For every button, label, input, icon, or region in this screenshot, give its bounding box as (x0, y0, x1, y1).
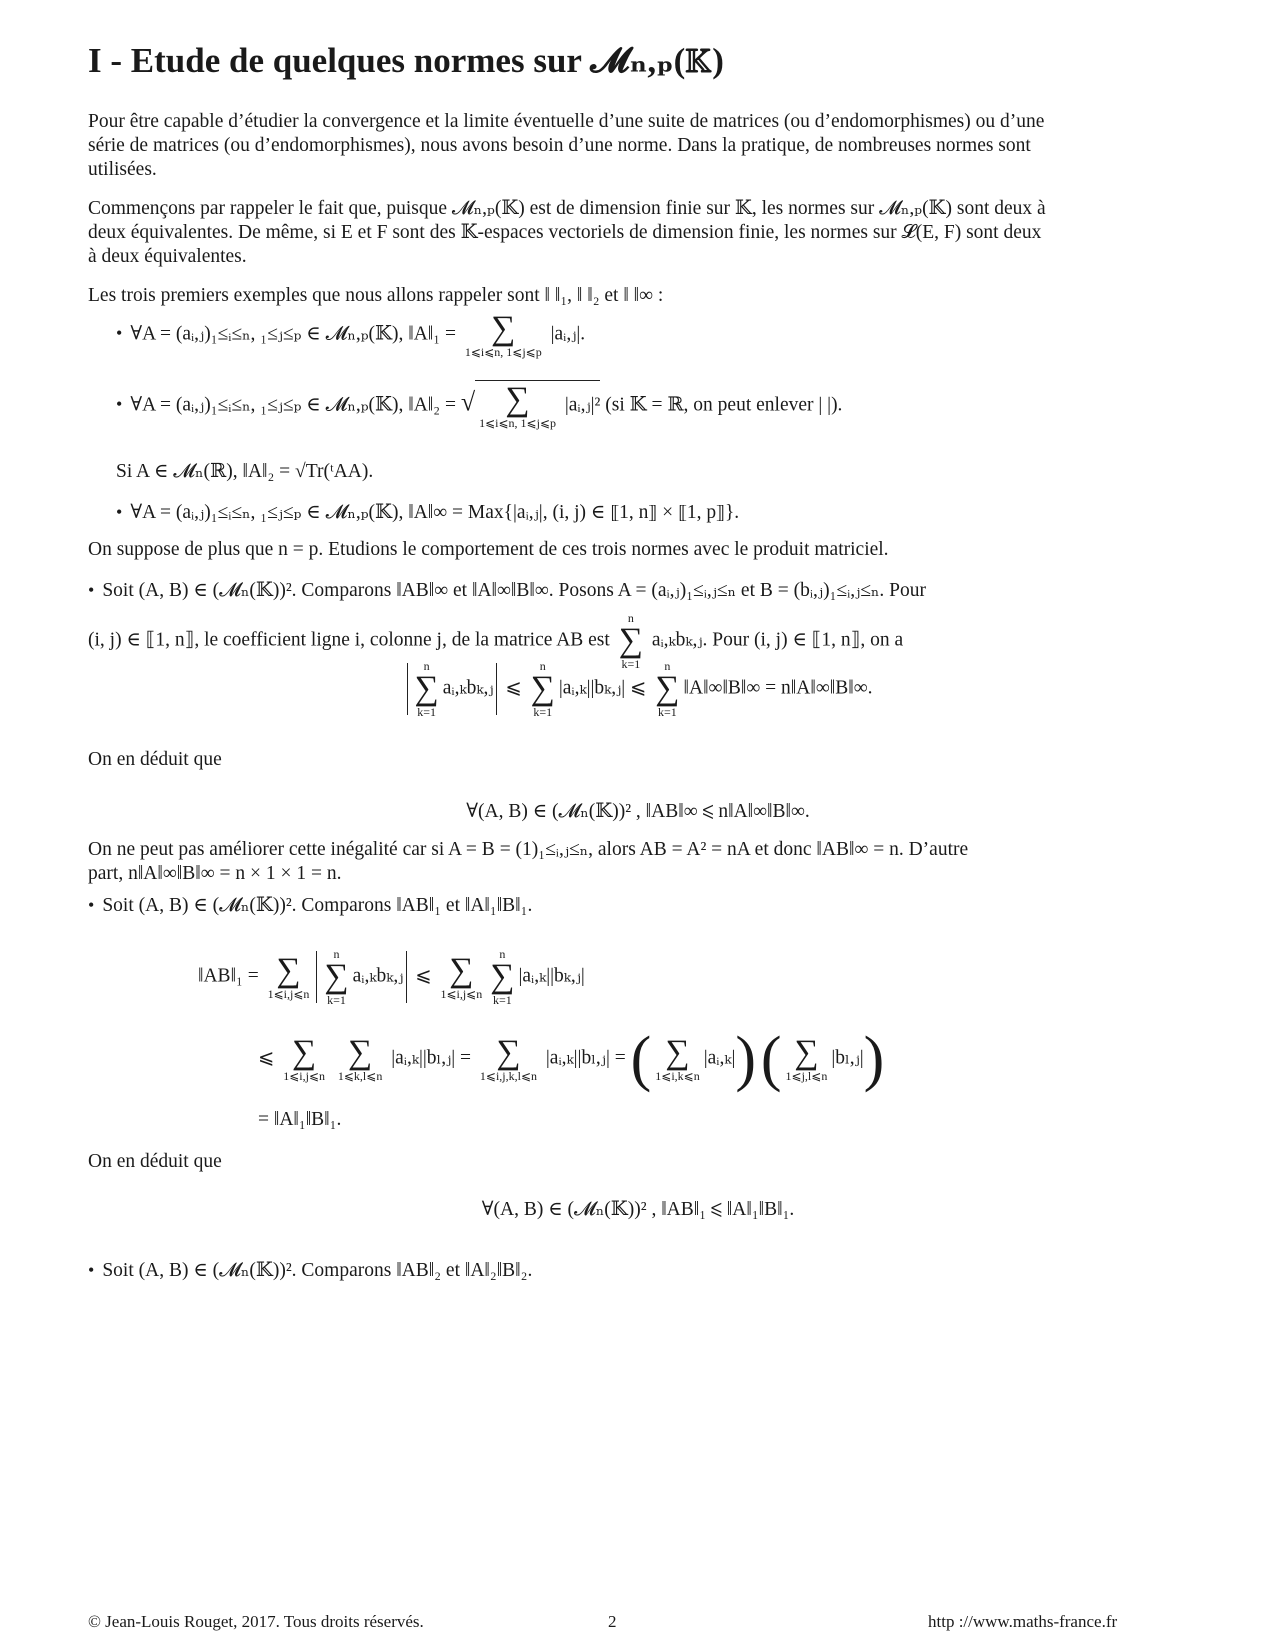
sum-operator: ∑ 1⩽i⩽n, 1⩽j⩽p (479, 381, 556, 430)
inf-sharp-line-1: On ne peut pas améliorer cette inégalité car si A = B = (1)₁≤ᵢ,ⱼ≤ₙ, alors AB = A² = nA et donc ‖AB‖∞ = n. D’autre (88, 839, 969, 860)
suppose-n-equals-p: On suppose de plus que n = p. Etudions le comportement de ces trois normes avec le produit matriciel. (88, 539, 889, 560)
inf-bound-display: n ∑ k=1 aᵢ,ₖbₖ,ⱼ ⩽ n ∑ k=1 |aᵢ,ₖ||bₖ,ⱼ| ⩽ n ∑ k=1 ‖A‖∞‖B‖∞ = n‖A‖∞‖B‖∞. (88, 660, 1188, 718)
one-result: ∀(A, B) ∈ (𝓜ₙ(𝕂))² , ‖AB‖₁ ⩽ ‖A‖₁‖B‖₁. (481, 1199, 795, 1220)
equiv-line-2: deux équivalentes. De même, si E et F sont des 𝕂-espaces vectoriels de dimension finie, les normes sur 𝓛(E, F) sont deux (88, 222, 1042, 243)
intro-line-1: Pour être capable d’étudier la convergence et la limite éventuelle d’une suite de matrices (ou d’endomorphismes) ou d’une (88, 111, 1045, 132)
bullet-icon: • (88, 580, 95, 600)
footer-copyright: © Jean-Louis Rouget, 2017. Tous droits réservés. (88, 1612, 424, 1631)
one-row-2: ⩽ ∑ 1⩽i,j⩽n ∑ 1⩽k,l⩽n |aᵢ,ₖ||bₗ,ⱼ| = ∑ 1⩽i,j,k,l⩽n |aᵢ,ₖ||bₗ,ⱼ| = ( ∑ 1⩽i,k⩽n |aᵢ,ₖ|) ( ∑ 1⩽j,l⩽n |bₗ,ⱼ|) (258, 1025, 885, 1093)
bullet-icon: • (88, 895, 95, 915)
norm1-definition: • ∀A = (aᵢ,ⱼ)₁≤ᵢ≤ₙ, ₁≤ⱼ≤ₚ ∈ 𝓜ₙ,ₚ(𝕂), ‖A‖₁ = ∑ 1⩽i⩽n, 1⩽j⩽p |aᵢ,ⱼ|. (116, 310, 586, 359)
bullet-icon: • (116, 394, 123, 415)
equiv-line-1: Commençons par rappeler le fait que, puisque 𝓜ₙ,ₚ(𝕂) est de dimension finie sur 𝕂, les normes sur 𝓜ₙ,ₚ(𝕂) sont deux à (88, 198, 1046, 219)
two-section-line-1: • Soit (A, B) ∈ (𝓜ₙ(𝕂))². Comparons ‖AB‖₂ et ‖A‖₂‖B‖₂. (88, 1260, 533, 1281)
footer-page-number: 2 (608, 1612, 617, 1631)
bullet-icon: • (116, 502, 123, 522)
three-norms-intro: Les trois premiers exemples que nous allons rappeler sont ‖ ‖₁, ‖ ‖₂ et ‖ ‖∞ : (88, 285, 664, 306)
inf-section-line-2: (i, j) ∈ ⟦1, n⟧, le coefficient ligne i, colonne j, de la matrice AB est n ∑ k=1 aᵢ,ₖbₖ,ⱼ. Pour (i, j) ∈ ⟦1, n⟧, on a (88, 611, 904, 671)
norm2-trace-formula: Si A ∈ 𝓜ₙ(ℝ), ‖A‖₂ = √Tr(ᵗAA). (116, 461, 374, 482)
footer-url[interactable]: http ://www.maths-france.fr (928, 1612, 1118, 1631)
one-row-3: = ‖A‖₁‖B‖₁. (258, 1109, 342, 1130)
bullet-icon: • (88, 1260, 95, 1280)
one-row-1: ‖AB‖₁ = ∑ 1⩽i,j⩽n n ∑ k=1 aᵢ,ₖbₖ,ⱼ ⩽ ∑ 1⩽i,j⩽n n ∑ k=1 |aᵢ,ₖ||bₖ,ⱼ| (198, 947, 585, 1007)
intro-line-3: utilisées. (88, 159, 157, 180)
section-title: I - Etude de quelques normes sur 𝓜ₙ,ₚ(𝕂) (88, 41, 724, 80)
equiv-line-3: à deux équivalentes. (88, 246, 247, 267)
inf-result: ∀(A, B) ∈ (𝓜ₙ(𝕂))² , ‖AB‖∞ ⩽ n‖A‖∞‖B‖∞. (466, 801, 810, 822)
inf-deduce: On en déduit que (88, 749, 222, 770)
inf-section-line-1: • Soit (A, B) ∈ (𝓜ₙ(𝕂))². Comparons ‖AB‖∞ et ‖A‖∞‖B‖∞. Posons A = (aᵢ,ⱼ)₁≤ᵢ,ⱼ≤ₙ et B = (bᵢ,ⱼ)₁≤ᵢ,ⱼ≤ₙ. Pour (88, 580, 927, 601)
sum-operator: n ∑ k=1 (618, 611, 643, 671)
bullet-icon: • (116, 323, 123, 344)
norminf-definition: • ∀A = (aᵢ,ⱼ)₁≤ᵢ≤ₙ, ₁≤ⱼ≤ₚ ∈ 𝓜ₙ,ₚ(𝕂), ‖A‖∞ = Max{|aᵢ,ⱼ|, (i, j) ∈ ⟦1, n⟧ × ⟦1, p⟧}. (116, 502, 740, 523)
one-section-line-1: • Soit (A, B) ∈ (𝓜ₙ(𝕂))². Comparons ‖AB‖₁ et ‖A‖₁‖B‖₁. (88, 895, 533, 916)
document-page (88, 0, 1188, 1650)
sum-operator: ∑ 1⩽i⩽n, 1⩽j⩽p (464, 310, 542, 359)
norm2-definition: • ∀A = (aᵢ,ⱼ)₁≤ᵢ≤ₙ, ₁≤ⱼ≤ₚ ∈ 𝓜ₙ,ₚ(𝕂), ‖A‖₂ = √ ∑ 1⩽i⩽n, 1⩽j⩽p |aᵢ,ⱼ|² (si 𝕂 = ℝ, on peut enlever | |). (116, 381, 843, 430)
sqrt-icon: √ (460, 387, 476, 417)
intro-line-2: série de matrices (ou d’endomorphismes), nous avons besoin d’une norme. Dans la pratique, de nombreuses normes sont (88, 135, 1031, 156)
inf-sharp-line-2: part, n‖A‖∞‖B‖∞ = n × 1 × 1 = n. (88, 863, 342, 884)
one-deduce: On en déduit que (88, 1151, 222, 1172)
